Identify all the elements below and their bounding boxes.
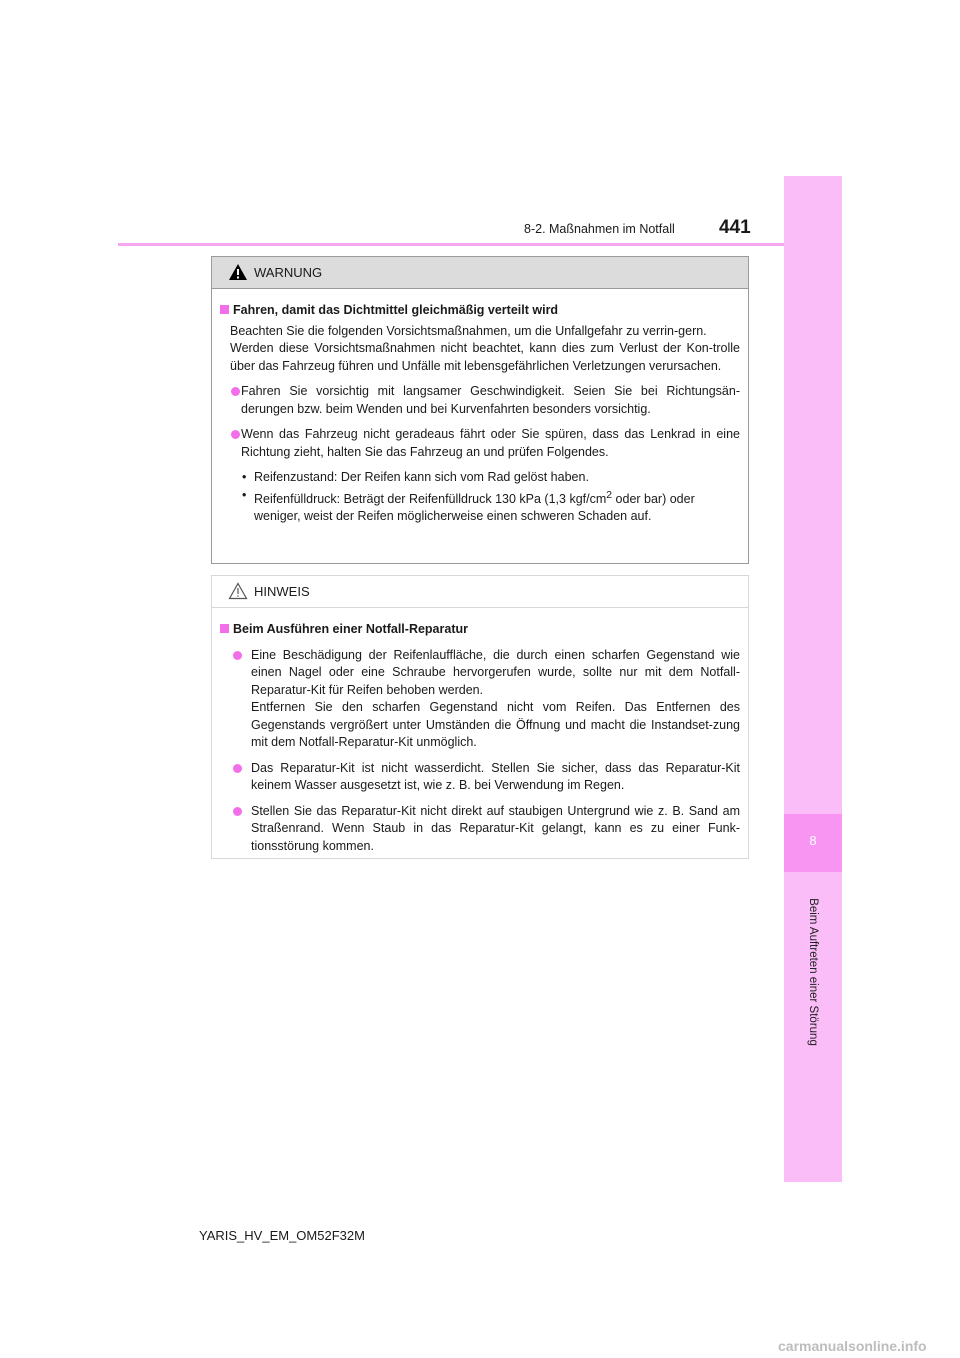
sub-bullet-marker: •: [242, 487, 247, 502]
header-rule: [118, 243, 842, 246]
notice-bullet-text: Entfernen Sie den scharfen Gegenstand nicht vom Reifen. Das Entfernen des Gegenstands vergrößert unter Umständen die Öffnung und macht die Instandset-zung mit dem Notfall-Reparatur-Kit unmöglich.: [251, 700, 740, 749]
warning-heading-text: Fahren, damit das Dichtmittel gleichmäßig verteilt wird: [233, 303, 559, 317]
warning-sub-text: Reifenfülldruck: Beträgt der Reifenfülldruck 130 kPa (1,3 kgf/cm: [254, 491, 607, 506]
warning-sub-item: [220, 487, 740, 526]
round-bullet-icon: [233, 764, 242, 773]
notice-title: HINWEIS: [254, 584, 310, 599]
notice-body: [212, 608, 748, 855]
notice-bullet: [220, 760, 740, 795]
notice-heading: [220, 621, 740, 639]
warning-triangle-icon: [228, 263, 248, 281]
warning-header: [212, 257, 748, 289]
notice-heading-text: Beim Ausführen einer Notfall-Reparatur: [233, 622, 468, 636]
watermark: carmanualsonline.info: [778, 1338, 927, 1354]
round-bullet-icon: [233, 651, 242, 660]
notice-bullet-text: Stellen Sie das Reparatur-Kit nicht direkt auf staubigen Untergrund wie z. B. Sand am Straßenrand. Wenn Staub in das Reparatur-Kit gelangt, kann es zu einer Funk-tionsstörung kommen.: [251, 803, 740, 853]
warning-bullet: [220, 426, 740, 461]
notice-bullet: [220, 803, 740, 856]
square-bullet-icon: [220, 624, 229, 633]
chapter-number: 8: [809, 833, 817, 848]
notice-bullet-text: Eine Beschädigung der Reifenlauffläche, die durch einen scharfen Gegenstand wie einen Nagel oder eine Schraube hervorgerufen wurde, sollte nur mit dem Notfall-Reparatur-Kit für Reifen behoben werden.: [251, 647, 740, 697]
page-number: 441: [719, 217, 751, 238]
notice-bullet-text: Das Reparatur-Kit ist nicht wasserdicht. Stellen Sie sicher, dass das Reparatur-Kit keinem Wasser ausgesetzt ist, wie z. B. bei Verwendung im Regen.: [251, 760, 740, 792]
square-bullet-icon: [220, 305, 229, 314]
warning-paragraph: Beachten Sie die folgenden Vorsichtsmaßnahmen, um die Unfallgefahr zu verrin-gern.: [230, 323, 707, 338]
warning-bullet: [220, 383, 740, 418]
warning-title: WARNUNG: [254, 265, 323, 280]
notice-box: [211, 575, 749, 859]
warning-body: [212, 289, 748, 526]
warning-bullet-text: Fahren Sie vorsichtig mit langsamer Geschwindigkeit. Seien Sie bei Richtungsän-derungen bzw. beim Wenden und bei Kurvenfahrten besonders vorsichtig.: [241, 384, 740, 416]
sub-bullet-marker: •: [242, 470, 247, 484]
notice-bullet: [220, 647, 740, 752]
warning-sub-text: oder bar) oder weniger, weist der Reifen möglicherweise einen schweren Schaden auf.: [254, 491, 695, 524]
notice-header: [212, 576, 748, 608]
section-title: 8-2. Maßnahmen im Notfall: [524, 222, 675, 236]
warning-paragraph: Werden diese Vorsichtsmaßnahmen nicht beachtet, kann dies zum Verlust der Kon-trolle über das Fahrzeug führen und Unfälle mit lebensgefährlichen Verletzungen verursachen.: [230, 341, 740, 373]
round-bullet-icon: [231, 387, 240, 396]
warning-bullet-text: Wenn das Fahrzeug nicht geradeaus fährt oder Sie spüren, dass das Lenkrad in eine Richtung zieht, halten Sie das Fahrzeug an und prüfen Folgendes.: [241, 427, 740, 459]
round-bullet-icon: [231, 430, 240, 439]
warning-sub-text: Reifenzustand: Der Reifen kann sich vom Rad gelöst haben.: [254, 470, 589, 484]
warning-heading: [220, 302, 740, 320]
chapter-title: Beim Auftreten einer Störung: [807, 898, 819, 1046]
chapter-number-tab: [784, 814, 842, 872]
document-code: YARIS_HV_EM_OM52F32M: [199, 1228, 365, 1243]
caution-triangle-icon: [228, 582, 248, 600]
warning-box: [211, 256, 749, 564]
superscript: 2: [606, 489, 613, 501]
round-bullet-icon: [233, 807, 242, 816]
warning-sub-item: [220, 469, 740, 487]
